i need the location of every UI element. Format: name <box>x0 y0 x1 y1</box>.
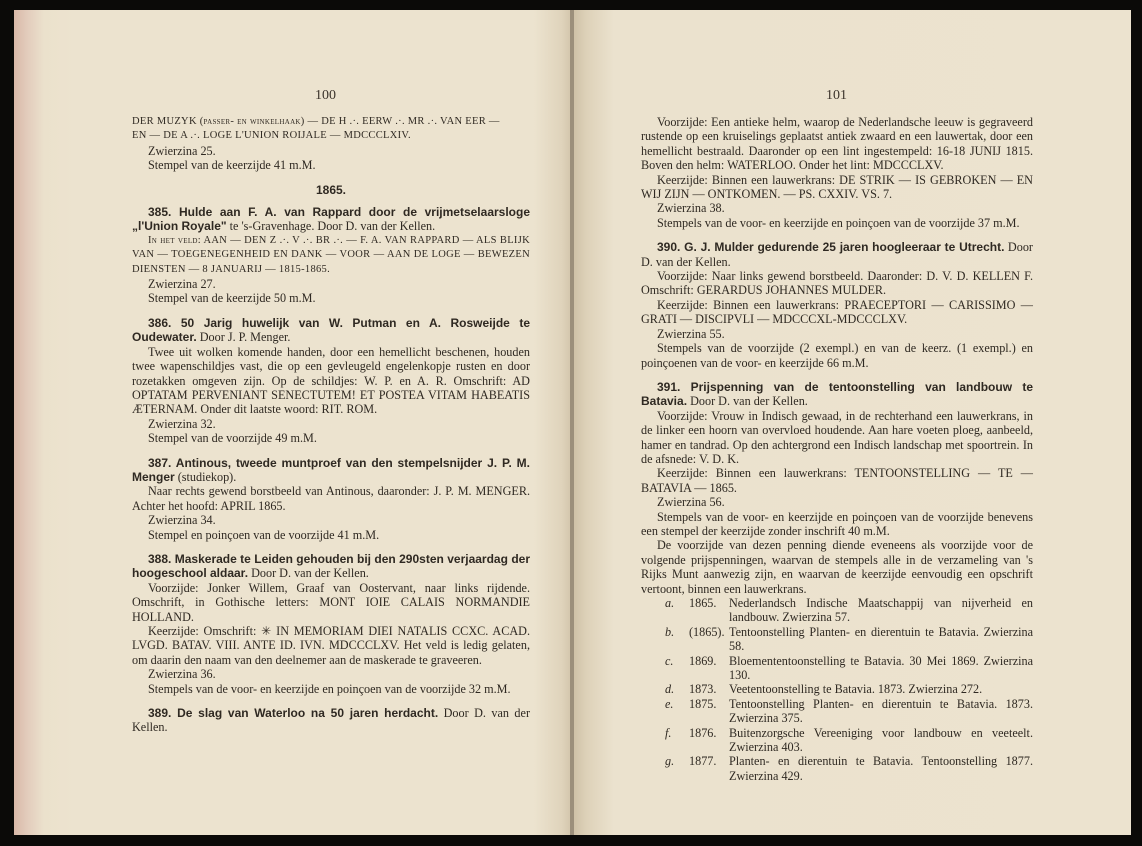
stempel-note: Stempels van de voor- en keerzijde en poinçoen van de voorzijde 37 m.M. <box>657 215 1020 230</box>
entry-391-title: 391. Prijspenning van de tentoonstelling van landbouw te Batavia. Door D. van der Kellen. <box>641 379 1033 409</box>
entry-390-obverse: Voorzijde: Naar links gewend borstbeeld. Daaronder: D. V. D. KELLEN F. Omschrift: GERARDUS JOHANNES MULDER. <box>641 269 1033 298</box>
list-item-year: 1869. <box>689 653 717 668</box>
list-item-text: Planten- en dierentuin te Batavia. Tentoonstelling 1877. Zwierzina 429. <box>729 754 1033 783</box>
list-item <box>641 654 1033 683</box>
list-item-year: 1865. <box>689 596 717 610</box>
list-item-year: 1873. <box>689 682 717 697</box>
entry-387-description: Naar rechts gewend borstbeeld van Antinous, daaronder: J. P. M. MENGER. Achter het hoofd: APRIL 1865. <box>132 484 530 513</box>
list-item-label: b. <box>665 624 675 639</box>
list-item <box>641 596 1033 625</box>
list-item-text: Tentoonstelling Planten- en dierentuin te Batavia. Zwierzina 58. <box>729 624 1033 654</box>
list-item <box>641 625 1033 654</box>
list-item-label: g. <box>665 754 675 769</box>
stempel-note: Stempel en poinçoen van de voorzijde 41 m.M. <box>148 527 380 542</box>
list-item <box>641 754 1033 783</box>
list-item-label: a. <box>665 596 675 610</box>
intro-line: DER MUZYK (passer- en winkelhaak) — DE H .·. EERW .·. MR .·. VAN EER — <box>132 116 500 127</box>
zwierzina-ref: Zwierzina 25. <box>148 143 216 158</box>
intro-line: EN — DE A .·. LOGE L'UNION ROIJALE — MDCCCLXIV. <box>132 130 411 142</box>
entry-390-reverse: Keerzijde: Binnen een lauwerkrans: PRAECEPTORI — CARISSIMO — GRATI — DISCIPVLI — MDCCCXL-MDCCCLXV. <box>641 297 1033 327</box>
list-item-text: Buitenzorgsche Vereeniging voor landbouw en veeteelt. Zwierzina 403. <box>729 725 1033 755</box>
zwierzina-ref: Zwierzina 55. <box>657 326 725 341</box>
entry-391-note: De voorzijde van dezen penning diende eveneens als voorzijde voor de volgende prijspenningen, waarvan de stempels alle in de verzameling van 's Rijks Munt aanwezig zijn, en waarvan de keerzijde eenvoudig een opschrift vertoont, binnen een lauwerkrans. <box>641 538 1033 596</box>
zwierzina-ref: Zwierzina 36. <box>148 667 216 682</box>
list-item <box>641 697 1033 726</box>
stempel-note: Stempels van de voor- en keerzijde en poinçoen van de voorzijde 32 m.M. <box>148 681 511 696</box>
zwierzina-ref: Zwierzina 56. <box>657 495 725 510</box>
list-item-label: e. <box>665 696 674 711</box>
list-item-text: Nederlandsch Indische Maatschappij van nijverheid en landbouw. Zwierzina 57. <box>729 596 1033 625</box>
entry-386-description: Twee uit wolken komende handen, door een hemellicht beschenen, houden twee wapenschildjes vast, die op een gevleugeld engelenkopje rusten en door rozetakken omgeven zijn. Op de schildjes: W. P. en A. R. Omschrift: AD OPTATAM PERVENIANT SENECTUTEM! ET POSTEA VITAM HABEATIS ÆTERNAM. Onder dit laatste woord: RIT. ROM. <box>132 344 530 417</box>
list-item-year: 1877. <box>689 754 717 769</box>
zwierzina-ref: Zwierzina 38. <box>657 201 725 216</box>
zwierzina-ref: Zwierzina 34. <box>148 513 216 528</box>
list-item-label: c. <box>665 653 674 668</box>
entry-385-title: 385. Hulde aan F. A. van Rappard door de vrijmetselaarsloge „l'Union Royale" te 's-Gravenhage. Door D. van der Kellen. <box>132 205 530 234</box>
stempel-note: Stempels van de voor- en keerzijde en poinçoen van de voorzijde benevens een stempel der keerzijde zonder inschrift 40 m.M. <box>641 509 1033 538</box>
zwierzina-ref: Zwierzina 32. <box>148 416 216 431</box>
entry-390-title: 390. G. J. Mulder gedurende 25 jaren hoogleeraar te Utrecht. Door D. van der Kellen. <box>641 240 1033 269</box>
entry-389-title: 389. De slag van Waterloo na 50 jaren herdacht. Door D. van der Kellen. <box>132 706 530 735</box>
left-page-text <box>132 115 530 735</box>
list-item-label: d. <box>665 682 675 697</box>
stempel-note: Stempel van de voorzijde 49 m.M. <box>148 431 317 446</box>
stempel-note: Stempel van de keerzijde 41 m.M. <box>148 158 316 173</box>
entry-386-title: 386. 50 Jarig huwelijk van W. Putman en A. Rosweijde te Oudewater. Door J. P. Menger. <box>132 315 530 345</box>
entry-391-reverse: Keerzijde: Binnen een lauwerkrans: TENTOONSTELLING — TE — BATAVIA — 1865. <box>641 466 1033 495</box>
prize-medal-list <box>641 596 1033 783</box>
entry-388-title: 388. Maskerade te Leiden gehouden bij den 290sten verjaardag der hoogeschool aldaar. Door D. van der Kellen. <box>132 551 530 581</box>
list-item-text: Bloemententoonstelling te Batavia. 30 Mei 1869. Zwierzina 130. <box>729 653 1033 683</box>
entry-387-title: 387. Antinous, tweede muntproef van den stempelsnijder J. P. M. Menger (studiekop). <box>132 455 530 484</box>
entry-388-reverse: Keerzijde: Omschrift: ✳ IN MEMORIAM DIEI NATALIS CCXC. ACAD. LVGD. BATAV. VIII. ANTE ID. IVN. MDCCCLXV. Het veld is ledig gelaten, om daarin den naam van den deelnemer aan de maskerade te graveeren. <box>132 624 530 667</box>
left-page <box>14 10 574 835</box>
entry-391-obverse: Voorzijde: Vrouw in Indisch gewaad, in de rechterhand een lauwerkrans, in de linker een hoorn van overvloed houdende. Aan hare voeten ploeg, aanbeeld, hamer en tandrad. Op den achtergrond een Indisch landschap met spoortrein. In de afsnede: V. D. K. <box>641 408 1033 466</box>
list-item <box>641 682 1033 696</box>
entry-389-obverse: Voorzijde: Een antieke helm, waarop de Nederlandsche leeuw is gegraveerd rustende op een kruiselings geplaatst antiek zwaard en een lauwertak, door een hemellicht bestraald. Daaronder op een lint ingestempeld: 16-18 JUNIJ 1815. Boven den helm: WATERLOO. Onder het lint: MDCCCLXV. <box>641 115 1033 173</box>
year-heading: 1865. <box>315 182 347 197</box>
list-item-text: Tentoonstelling Planten- en dierentuin te Batavia. 1873. Zwierzina 375. <box>729 696 1033 726</box>
zwierzina-ref: Zwierzina 27. <box>148 277 216 292</box>
list-item-year: 1876. <box>689 725 717 740</box>
list-item-text: Veetentoonstelling te Batavia. 1873. Zwierzina 272. <box>729 682 983 697</box>
list-item <box>641 726 1033 755</box>
page-number-left: 100 <box>315 88 336 103</box>
list-item-year: (1865). <box>689 624 725 639</box>
stempel-note: Stempels van de voorzijde (2 exempl.) en van de keerz. (1 exempl.) en poinçoenen van de voor- en keerzijde 66 m.M. <box>641 341 1033 370</box>
right-page-text <box>641 115 1033 783</box>
page-number-right: 101 <box>826 88 847 103</box>
list-item-label: f. <box>665 725 672 740</box>
entry-385-field: In het veld: AAN — DEN Z .·. V .·. BR .·. — F. A. VAN RAPPARD — ALS BLIJK VAN — TOEGENEGENHEID EN DANK — VOOR — AAN DE LOGE — BEWEZEN DIENSTEN — 8 JANUARIJ — 1815-1865. <box>132 234 530 275</box>
right-page <box>574 10 1131 835</box>
stempel-note: Stempel van de keerzijde 50 m.M. <box>148 291 316 306</box>
open-book <box>14 10 1131 835</box>
entry-388-obverse: Voorzijde: Jonker Willem, Graaf van Oostervant, naar links rijdende. Omschrift, in Gothische letters: MONT IOIE CALAIS NORMANDIE HOLLAND. <box>132 580 530 624</box>
entry-389-reverse: Keerzijde: Binnen een lauwerkrans: DE STRIK — IS GEBROKEN — EN WIJ ZIJN — ONTKOMEN. — PS. CXXIV. VS. 7. <box>641 172 1033 202</box>
list-item-year: 1875. <box>689 696 717 711</box>
